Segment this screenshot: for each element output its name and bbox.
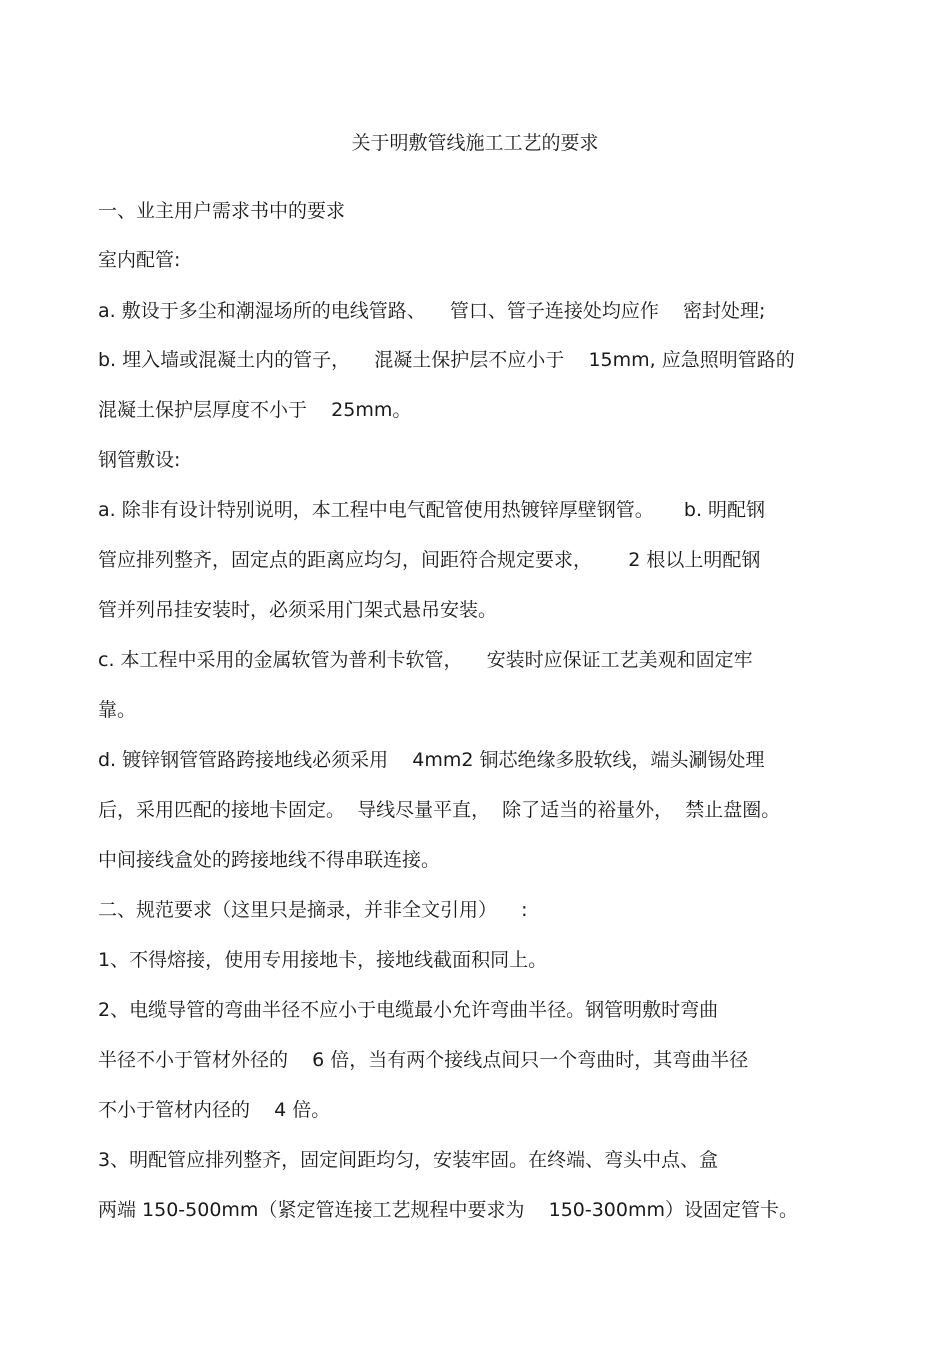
text-line: c. 本工程中采用的金属软管为普利卡软管， 安装时应保证工艺美观和固定牢: [98, 649, 753, 671]
text-line: a. 敷设于多尘和潮湿场所的电线管路、 管口、管子连接处均应作 密封处理;: [98, 300, 766, 322]
document-title: 关于明敷管线施工工艺的要求: [351, 132, 599, 154]
text-line: 3、明配管应排列整齐，固定间距均匀，安装牢固。在终端、弯头中点、盒: [98, 1149, 719, 1171]
text-line: 2、电缆导管的弯曲半径不应小于电缆最小允许弯曲半径。钢管明敷时弯曲: [98, 999, 719, 1021]
text-line: 半径不小于管材外径的 6 倍，当有两个接线点间只一个弯曲时，其弯曲半径: [98, 1049, 749, 1071]
text-line: 管并列吊挂安装时，必须采用门架式悬吊安装。: [98, 599, 498, 621]
text-line: 混凝土保护层厚度不小于 25mm。: [98, 399, 412, 421]
text-line: 中间接线盒处的跨接地线不得串联连接。: [98, 849, 441, 871]
text-line: d. 镀锌钢管管路跨接地线必须采用 4mm2 铜芯绝缘多股软线，端头涮锡处理: [98, 749, 765, 771]
section-heading-spec-requirements: 二、规范要求（这里只是摘录，并非全文引用） :: [98, 899, 528, 921]
text-line: 管应排列整齐，固定点的距离应均匀，间距符合规定要求， 2 根以上明配钢: [98, 549, 761, 571]
subheading-indoor-conduit: 室内配管:: [98, 249, 181, 271]
text-line: 1、不得熔接，使用专用接地卡，接地线截面积同上。: [98, 949, 548, 971]
subheading-steel-pipe: 钢管敷设:: [98, 449, 181, 471]
text-line: 不小于管材内径的 4 倍。: [98, 1099, 331, 1121]
text-line: 后，采用匹配的接地卡固定。 导线尽量平直， 除了适当的裕量外， 禁止盘圈。: [98, 799, 781, 821]
text-line: 两端 150-500mm（紧定管连接工艺规程中要求为 150-300mm）设固定管卡。: [98, 1199, 799, 1221]
text-line: 靠。: [98, 699, 137, 721]
text-line: a. 除非有设计特别说明，本工程中电气配管使用热镀锌厚壁钢管。 b. 明配钢: [98, 499, 766, 521]
section-heading-owner-requirements: 一、业主用户需求书中的要求: [98, 200, 346, 222]
text-line: b. 埋入墙或混凝土内的管子， 混凝土保护层不应小于 15mm, 应急照明管路的: [98, 349, 795, 371]
